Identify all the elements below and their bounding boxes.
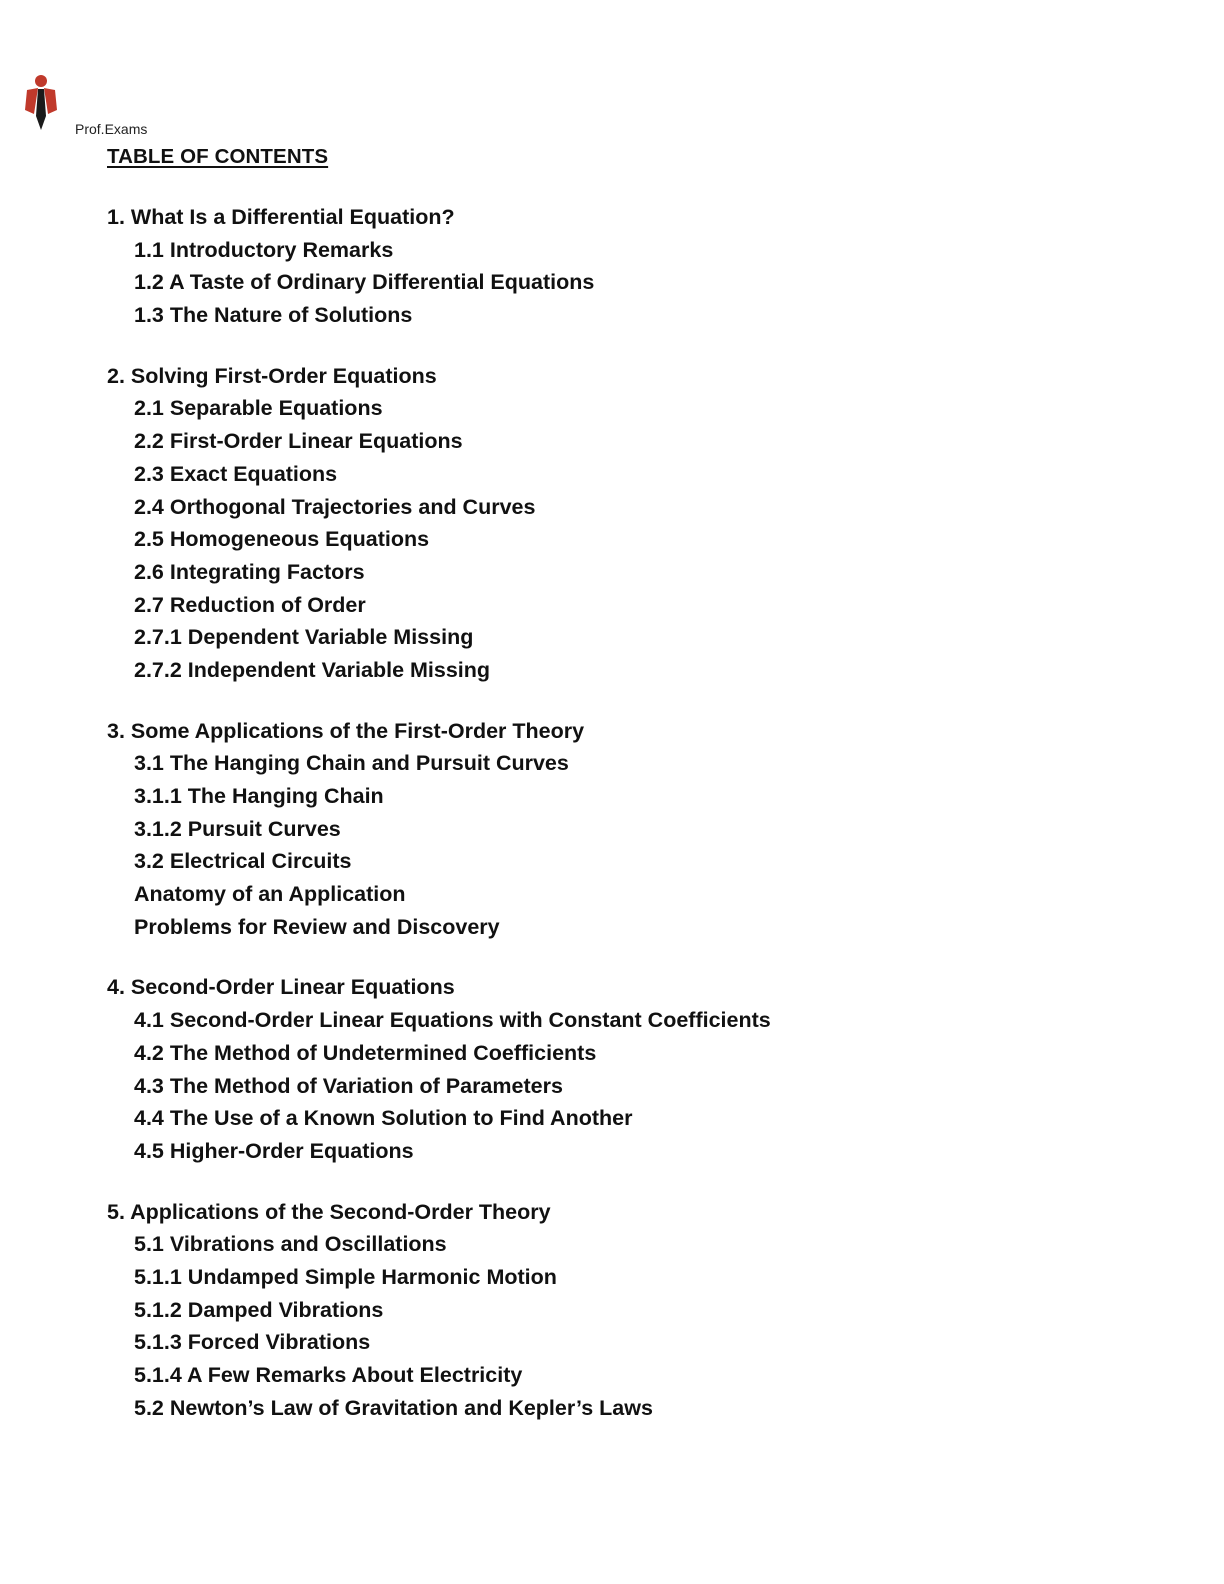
toc-item: 5.1.3 Forced Vibrations <box>134 1330 371 1355</box>
toc-item: 4.4 The Use of a Known Solution to Find Another <box>134 1106 633 1131</box>
chapter-heading: 2. Solving First-Order Equations <box>107 363 437 388</box>
toc-item: 2.2 First-Order Linear Equations <box>134 429 463 454</box>
chapter-2 <box>107 360 1157 687</box>
toc-item: 4.1 Second-Order Linear Equations with Constant Coefficients <box>134 1008 771 1033</box>
toc-item: 5.2 Newton’s Law of Gravitation and Kepler’s Laws <box>134 1395 653 1420</box>
toc-item: 1.2 A Taste of Ordinary Differential Equations <box>134 270 595 295</box>
chapter-5 <box>107 1196 1157 1425</box>
toc-item: 3.1.1 The Hanging Chain <box>134 784 384 808</box>
toc-item: 2.5 Homogeneous Equations <box>134 527 430 552</box>
chapter-heading: 1. What Is a Differential Equation? <box>107 205 455 229</box>
chapter-heading: 4. Second-Order Linear Equations <box>107 975 455 1000</box>
toc-item: 1.1 Introductory Remarks <box>134 237 394 262</box>
toc-item: 1.3 The Nature of Solutions <box>134 303 413 328</box>
chapter-heading: 5. Applications of the Second-Order Theory <box>107 1199 551 1224</box>
brand-name: Prof.Exams <box>75 121 148 137</box>
toc-item: 2.1 Separable Equations <box>134 396 383 421</box>
chapter-heading: 3. Some Applications of the First-Order Theory <box>107 718 585 743</box>
toc-item: Anatomy of an Application <box>134 882 406 907</box>
toc-item: 3.1.2 Pursuit Curves <box>134 816 341 841</box>
toc-item: 5.1 Vibrations and Oscillations <box>134 1232 447 1257</box>
toc-item: 2.6 Integrating Factors <box>134 559 365 584</box>
toc-item: 2.3 Exact Equations <box>134 461 338 486</box>
toc-item: 2.7.1 Dependent Variable Missing <box>134 625 474 650</box>
table-of-contents <box>107 201 1157 1452</box>
toc-item: 3.1 The Hanging Chain and Pursuit Curves <box>134 751 569 776</box>
toc-item: 3.2 Electrical Circuits <box>134 849 352 874</box>
toc-item: 4.5 Higher-Order Equations <box>134 1138 414 1163</box>
chapter-3 <box>107 715 1157 944</box>
toc-title: TABLE OF CONTENTS <box>107 145 329 168</box>
toc-item: 5.1.1 Undamped Simple Harmonic Motion <box>134 1264 557 1289</box>
chapter-1 <box>107 201 1157 332</box>
prof-exams-logo <box>22 74 60 132</box>
toc-item: 2.4 Orthogonal Trajectories and Curves <box>134 494 536 519</box>
toc-item: 2.7 Reduction of Order <box>134 592 366 617</box>
toc-item: Problems for Review and Discovery <box>134 914 500 939</box>
toc-item: 5.1.2 Damped Vibrations <box>134 1297 384 1322</box>
toc-item: 4.3 The Method of Variation of Parameters <box>134 1073 563 1098</box>
toc-item: 4.2 The Method of Undetermined Coefficients <box>134 1040 597 1065</box>
toc-item: 5.1.4 A Few Remarks About Electricity <box>134 1363 523 1387</box>
chapter-4 <box>107 971 1157 1167</box>
toc-item: 2.7.2 Independent Variable Missing <box>134 657 491 682</box>
